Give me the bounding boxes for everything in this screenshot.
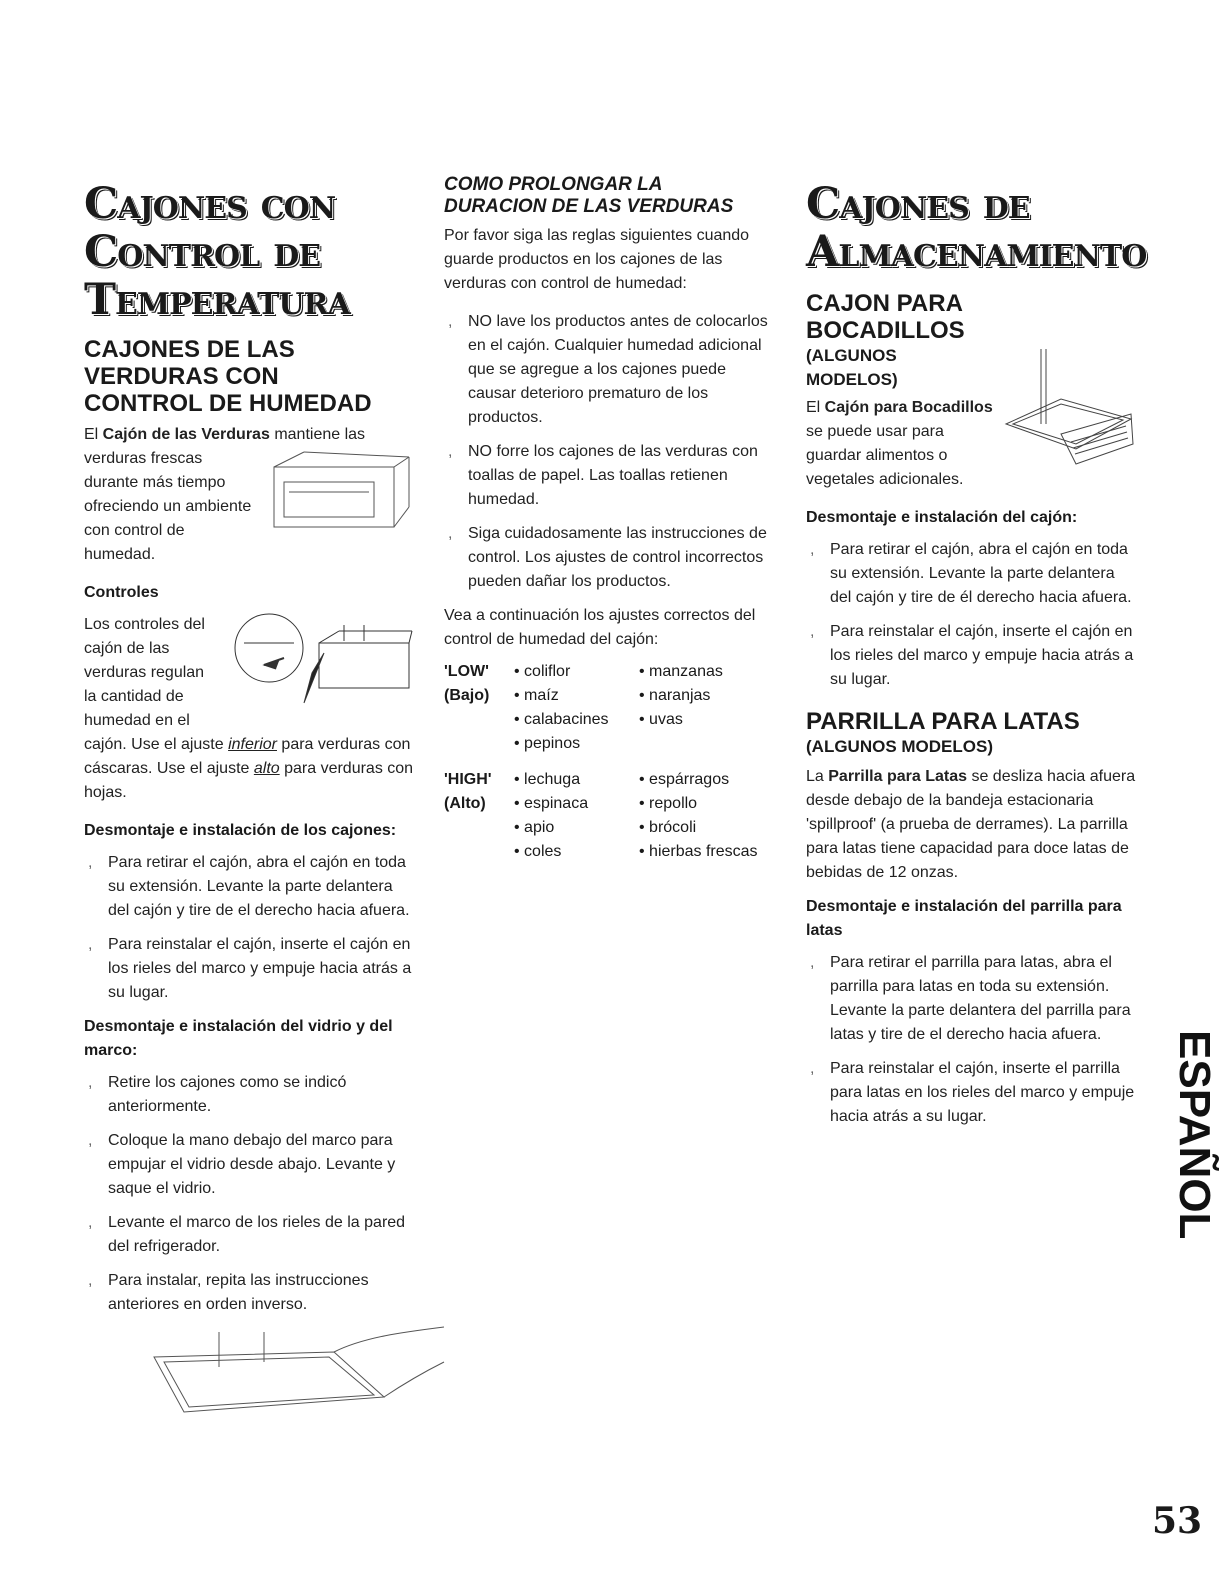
heading-snack-drawer: CAJON PARA BOCADILLOS xyxy=(806,290,965,344)
list-item: , Levante el marco de los rieles de la pared del refrigerador. xyxy=(84,1211,414,1259)
language-tab-text: ESPAÑOL xyxy=(1170,1030,1219,1240)
list-item: , Para retirar el cajón, abra el cajón en toda su extensión. Levante la parte delantera del cajón y tire de el derecho hacia afuera. xyxy=(84,851,414,923)
heading-prolong-produce: COMO PROLONGAR LA DURACION DE LAS VERDURAS xyxy=(444,174,734,217)
list-item: , NO lave los productos antes de colocarlos en el cajón. Cualquier humedad adicional que se agregue a los cajones puede causar deterioro prematuro de los productos. xyxy=(444,310,774,430)
glass-frame-illustration xyxy=(144,1327,444,1427)
humidity-settings-table xyxy=(444,660,769,864)
page-number: 53 xyxy=(1152,1500,1203,1542)
controls-text: Los controles del cajón de las verduras regulan la cantidad de humedad en el cajón. Use el ajuste inferior para verduras con cáscaras. Use el ajuste alto para verduras con hojas. xyxy=(84,613,414,805)
glass-removal-list xyxy=(84,1071,414,1317)
drawer-removal-list xyxy=(84,851,414,1005)
snack-models-note: (ALGUNOS MODELOS) xyxy=(806,344,1136,392)
snack-drawer-illustration xyxy=(1001,344,1136,479)
list-item: , Para reinstalar el cajón, inserte el parrilla para latas en los rieles del marco y empuje hacia atrás a su lugar. xyxy=(806,1057,1136,1129)
heading-crisper-drawers: CAJONES DE LAS VERDURAS CON CONTROL DE HUMEDAD xyxy=(84,336,372,417)
table-row: 'HIGH' (Alto) • lechuga • espinaca • apio • coles • espárragos • repollo • brócoli • hierbas frescas xyxy=(444,756,769,864)
list-item: , Para reinstalar el cajón, inserte el cajón en los rieles del marco y empuje hacia atrás a su lugar. xyxy=(84,933,414,1005)
column-right xyxy=(806,170,1147,1139)
can-rack-removal-label: Desmontaje e instalación del parrilla para latas xyxy=(806,898,1122,939)
list-item: , Para retirar el cajón, abra el cajón en toda su extensión. Levante la parte delantera del cajón y tire de él derecho hacia afuera. xyxy=(806,538,1136,610)
settings-intro: Vea a continuación los ajustes correctos del control de humedad del cajón: xyxy=(444,607,756,648)
can-rack-models-note: (ALGUNOS MODELOS) xyxy=(806,737,993,756)
column-left xyxy=(84,170,414,1427)
can-rack-text: La Parrilla para Latas se desliza hacia afuera desde debajo de la bandeja estacionaria 'spillproof' (a prueba de derrames). La parrilla para latas tiene capacidad para doce latas de bebidas de 12 onzas. xyxy=(806,768,1136,881)
list-item: , NO forre los cajones de las verduras con toallas de papel. Las toallas retienen humedad. xyxy=(444,440,774,512)
crisper-drawer-illustration xyxy=(264,447,414,542)
snack-removal-list xyxy=(806,538,1136,692)
language-tab xyxy=(1140,1030,1219,1250)
snack-drawer-text: El Cajón para Bocadillos se puede usar para guardar alimentos o vegetales adicionales. xyxy=(806,399,993,488)
glass-removal-label: Desmontaje e instalación del vidrio y del marco: xyxy=(84,1018,393,1059)
column-middle xyxy=(444,170,774,864)
list-item: , Para retirar el parrilla para latas, abra el parrilla para latas en toda su extensión. Levante la parte delantera del parrilla para latas y tire de el derecho hacia afuera. xyxy=(806,951,1136,1047)
table-row: 'LOW' (Bajo) • coliflor • maíz • calabacines • pepinos • manzanas • naranjas • uvas xyxy=(444,660,769,756)
list-item: , Siga cuidadosamente las instrucciones de control. Los ajustes de control incorrectos pueden dañar los productos. xyxy=(444,522,774,594)
can-rack-removal-list xyxy=(806,951,1136,1129)
section-title-storage-drawers: Cajones de Almacenamiento xyxy=(806,179,1147,277)
crisper-intro: El Cajón de las Verduras mantiene las verduras frescas durante más tiempo ofreciendo un ambiente con control de humedad. xyxy=(84,423,414,567)
section-title-temperature-drawers: Cajones con Control de Temperatura xyxy=(84,179,350,325)
list-item: , Para reinstalar el cajón, inserte el cajón en los rieles del marco y empuje hacia atrás a su lugar. xyxy=(806,620,1136,692)
controls-label: Controles xyxy=(84,584,159,601)
heading-can-rack: PARRILLA PARA LATAS xyxy=(806,708,1080,735)
humidity-control-illustration xyxy=(224,613,414,708)
snack-removal-label: Desmontaje e instalación del cajón: xyxy=(806,509,1078,526)
rules-intro: Por favor siga las reglas siguientes cuando guarde productos en los cajones de las verduras con control de humedad: xyxy=(444,227,750,292)
drawer-removal-label: Desmontaje e instalación de los cajones: xyxy=(84,822,397,839)
produce-rules-list xyxy=(444,310,774,594)
list-item: , Coloque la mano debajo del marco para empujar el vidrio desde abajo. Levante y saque el vidrio. xyxy=(84,1129,414,1201)
list-item: , Para instalar, repita las instrucciones anteriores en orden inverso. xyxy=(84,1269,414,1317)
list-item: , Retire los cajones como se indicó anteriormente. xyxy=(84,1071,414,1119)
